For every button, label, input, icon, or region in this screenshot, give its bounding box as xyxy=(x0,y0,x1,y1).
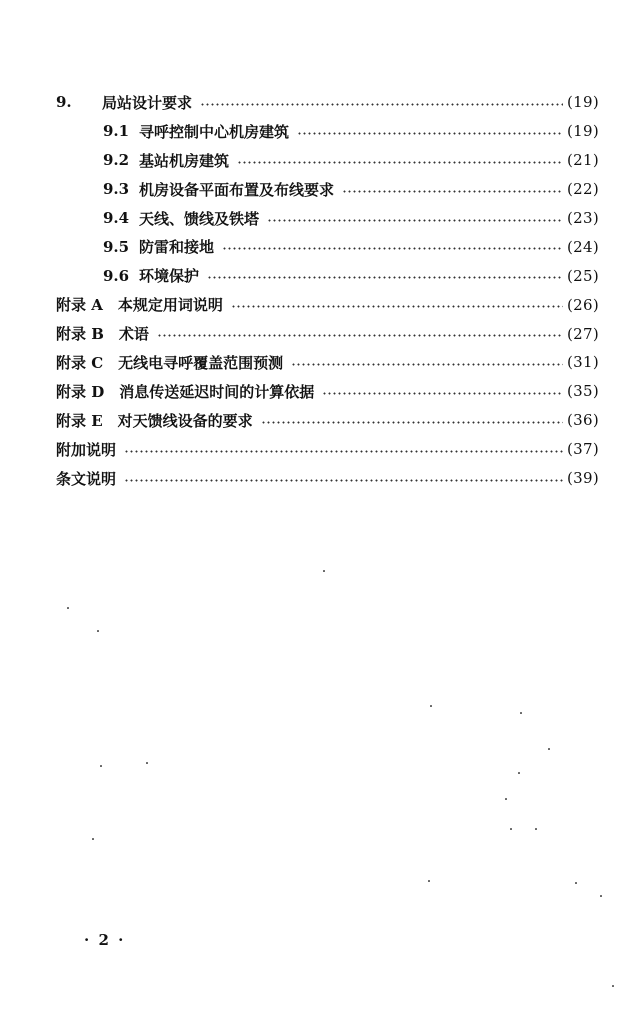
toc-entry-number: 9.2 xyxy=(103,151,130,170)
toc-entry-appendix-b[interactable] xyxy=(56,319,599,348)
toc-entry-appendix-e[interactable] xyxy=(56,406,599,435)
dot-leader xyxy=(322,392,563,395)
toc-entry-title: 环境保护 xyxy=(139,267,200,286)
toc-entry-title: 基站机房建筑 xyxy=(139,151,230,170)
toc-entry-title: 附录 A 本规定用词说明 xyxy=(56,296,223,315)
toc-entry-page: (22) xyxy=(567,180,599,199)
toc-entry-page: (25) xyxy=(567,266,599,285)
toc-entry-number: 9.3 xyxy=(103,180,130,199)
toc-entry-number: 9.5 xyxy=(103,237,130,256)
dot-leader xyxy=(124,479,563,482)
toc-entry-number: 9. xyxy=(56,93,72,112)
toc-entry-page: (23) xyxy=(567,209,599,227)
dot-leader xyxy=(297,132,563,135)
toc-entry-9-2[interactable] xyxy=(56,146,599,175)
dot-leader xyxy=(222,247,563,250)
dot-leader xyxy=(124,450,563,453)
toc-entry-title: 防雷和接地 xyxy=(139,238,215,257)
toc-entry-title: 附加说明 xyxy=(56,440,117,459)
dot-leader xyxy=(267,219,563,222)
toc-entry-page: (37) xyxy=(567,440,599,459)
toc-entry-page: (35) xyxy=(567,382,599,401)
toc-entry-9-3[interactable] xyxy=(56,175,599,204)
dot-leader xyxy=(261,421,563,424)
dot-leader xyxy=(207,276,563,279)
toc-entry-page: (21) xyxy=(567,151,599,170)
toc-entry-number: 9.6 xyxy=(103,266,130,285)
toc-entry-page: (19) xyxy=(567,122,599,141)
toc-entry-number: 9.1 xyxy=(103,122,130,141)
dot-leader xyxy=(157,334,563,337)
toc-entry-title: 附录 E 对天馈线设备的要求 xyxy=(56,411,253,430)
toc-entry-page: (26) xyxy=(567,295,599,314)
toc-entry-title: 天线、馈线及铁塔 xyxy=(139,209,260,228)
dot-leader xyxy=(291,363,563,366)
toc-entry-9-6[interactable] xyxy=(56,261,599,290)
toc-entry-appendix-a[interactable] xyxy=(56,290,599,319)
toc-entry-page: (31) xyxy=(567,353,599,372)
toc-entry-additional-notes[interactable] xyxy=(56,435,599,464)
toc-entry-page: (19) xyxy=(567,93,599,112)
page-number: · 2 · xyxy=(84,931,126,949)
toc-entry-9[interactable] xyxy=(56,88,599,117)
dot-leader xyxy=(200,103,563,106)
toc-entry-9-5[interactable] xyxy=(56,232,599,261)
dot-leader xyxy=(237,161,563,164)
toc-entry-title: 机房设备平面布置及布线要求 xyxy=(139,180,335,199)
toc-entry-title: 局站设计要求 xyxy=(102,93,193,112)
table-of-contents xyxy=(56,88,599,492)
toc-entry-article-explanation[interactable] xyxy=(56,464,599,493)
toc-entry-title: 附录 C 无线电寻呼覆盖范围预测 xyxy=(56,353,284,372)
toc-entry-page: (27) xyxy=(567,324,599,343)
toc-entry-title: 附录 D 消息传送延迟时间的计算依据 xyxy=(56,382,315,401)
toc-entry-title: 寻呼控制中心机房建筑 xyxy=(139,122,290,141)
toc-entry-number: 9.4 xyxy=(103,209,130,227)
dot-leader xyxy=(342,190,563,193)
dot-leader xyxy=(231,305,563,308)
toc-entry-9-4[interactable] xyxy=(56,204,599,233)
toc-entry-appendix-d[interactable] xyxy=(56,377,599,406)
toc-entry-9-1[interactable] xyxy=(56,117,599,146)
toc-entry-appendix-c[interactable] xyxy=(56,348,599,377)
toc-entry-title: 条文说明 xyxy=(56,469,117,488)
toc-entry-page: (36) xyxy=(567,411,599,430)
toc-entry-title: 附录 B 术语 xyxy=(56,325,149,344)
toc-entry-page: (24) xyxy=(567,237,599,256)
toc-entry-page: (39) xyxy=(567,469,599,488)
